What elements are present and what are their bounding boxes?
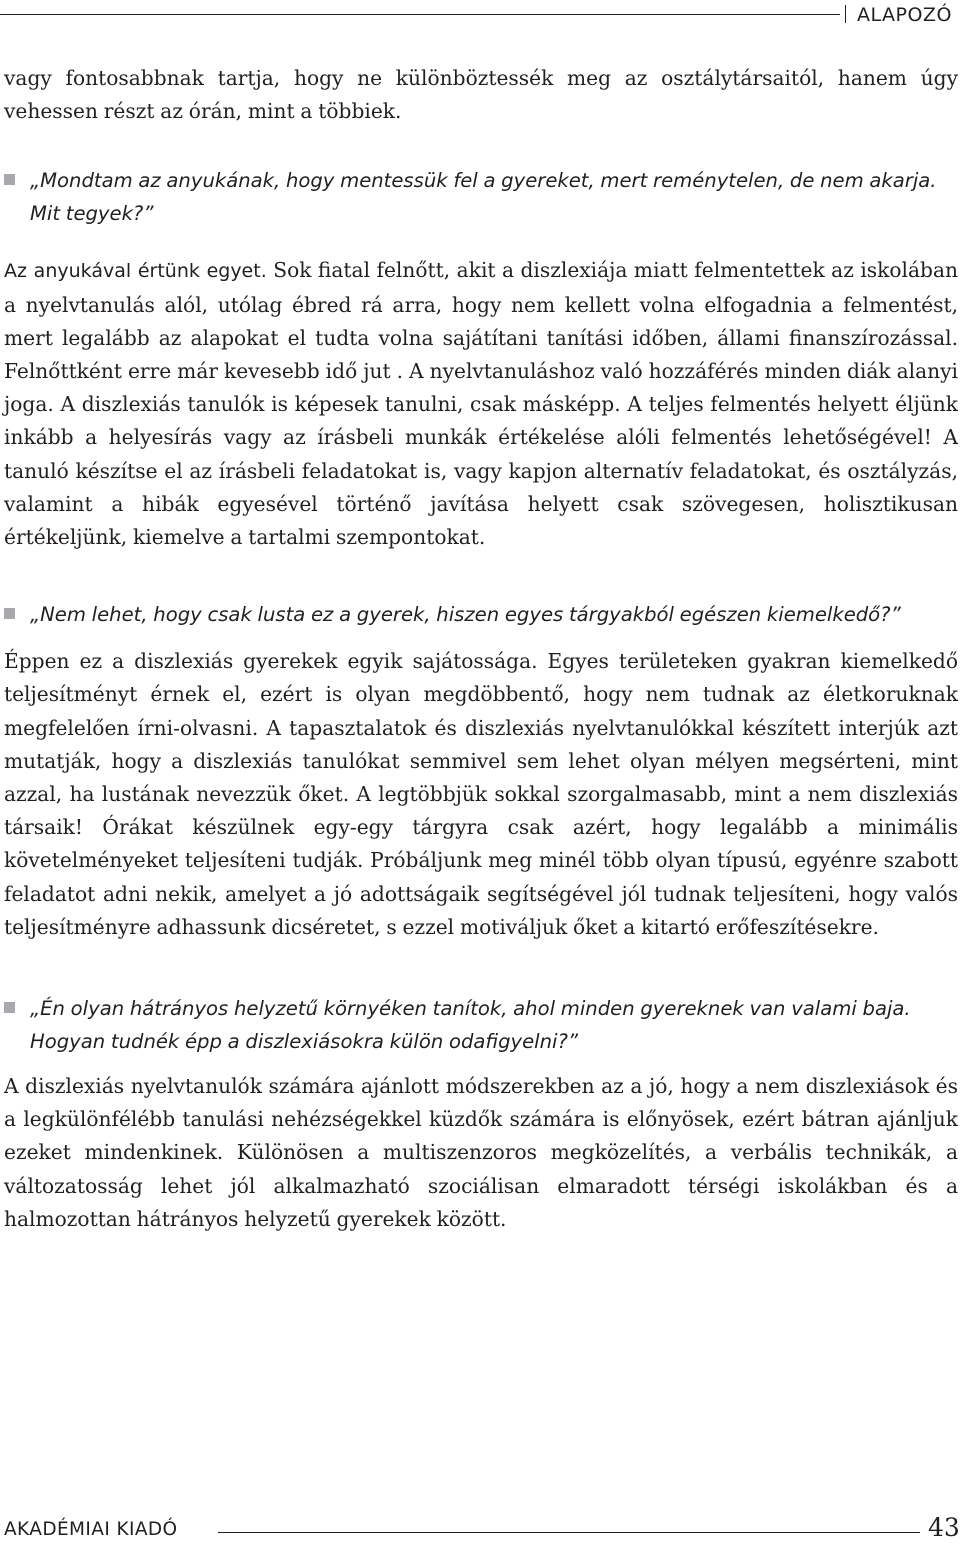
square-bullet-icon — [4, 608, 15, 619]
question-1-text: „Mondtam az anyukának, hogy mentessük fel a gyereket, mert reménytelen, de nem akarja. Mit tegyek?” — [30, 169, 937, 226]
running-header: ALAPOZÓ — [857, 4, 952, 26]
footer-rule — [218, 1532, 920, 1533]
question-3-text: „Én olyan hátrányos helyzetű környéken tanítok, ahol minden gyereknek van valami baja. Hogyan tudnék épp a diszlexiásokra külön odafigyelni?” — [30, 997, 911, 1054]
paragraph-4: A diszlexiás nyelvtanulók számára ajánlott módszerekben az a jó, hogy a nem diszlexiások és a legkülönfélébb tanulási nehézségekkel küzdők számára is előnyösek, ezért bátran ajánljuk ezeket mindenkinek. Különösen a multiszenzoros megközelítés, a verbális technikák, a változatosság lehet jól alkalmazható szociálisan elmaradott térségi iskolákban és a halmozottan hátrányos helyzetű gyerekek között. — [4, 1074, 958, 1231]
question-1 — [4, 164, 958, 230]
paragraph-2-text: Sok fiatal felnőtt, akit a diszlexiája miatt felmentettek az iskolában a nyelvtanulás alól, utólag ébred rá arra, hogy nem kellett volna elfogadnia a felmentést, mert legalább az alapokat el tudta volna sajátítani tanítási időben, állami finanszírozással. Felnőttként erre már kevesebb idő jut . A nyelvtanuláshoz való hozzáférés minden diák alanyi joga. A diszlexiás tanulók is képesek tanulni, csak másképp. A teljes felmentés helyett éljünk inkább a helyesírás vagy az írásbeli munkák értékelése alóli felmentés lehetőségével! A tanuló készítse el az írásbeli feladatokat is, vagy kapjon alternatív feladatokat, és osztályzás, valamint a hibák egyesével történő javítása helyett csak szövegesen, holisztikusan értékeljünk, kiemelve a tartalmi szempontokat. — [4, 258, 958, 550]
paragraph-1: vagy fontosabbnak tartja, hogy ne különböztessék meg az osztálytársaitól, hanem úgy vehessen részt az órán, mint a többiek. — [4, 66, 958, 124]
page-body — [4, 62, 958, 1236]
square-bullet-icon — [4, 1002, 15, 1013]
header-rule — [0, 14, 840, 15]
question-3 — [4, 992, 958, 1058]
answer-lead: Az anyukával értünk egyet. — [4, 260, 267, 283]
page-number: 43 — [928, 1513, 960, 1542]
publisher-name: AKADÉMIAI KIADÓ — [4, 1519, 178, 1540]
header-divider — [845, 5, 846, 23]
question-2-text: „Nem lehet, hogy csak lusta ez a gyerek, hiszen egyes tárgyakból egészen kiemelkedő?” — [30, 603, 901, 627]
square-bullet-icon — [4, 174, 15, 185]
question-2 — [4, 598, 958, 631]
paragraph-3: Éppen ez a diszlexiás gyerekek egyik sajátossága. Egyes területeken gyakran kiemelkedő teljesítményt érnek el, ezért is olyan megdöbbentő, hogy nem tudnak az életkoruknak megfelelően írni-olvasni. A tapasztalatok és diszlexiás nyelvtanulókkal készített interjúk azt mutatják, hogy a diszlexiás tanulókat semmivel sem lehet olyan mélyen megsérteni, mint azzal, ha lustának nevezzük őket. A legtöbbjük sokkal szorgalmasabb, mint a nem diszlexiás társaik! Órákat készülnek egy-egy tárgyra csak azért, hogy legalább a minimális követelményeket teljesíteni tudják. Próbáljunk meg minél több olyan típusú, egyénre szabott feladatot adni nekik, amelyet a jó adottságaik segítségével jól tudnak teljesíteni, hogy valós teljesítményre adhassunk dicséretet, s ezzel motiváljuk őket a kitartó erőfeszítésekre. — [4, 649, 958, 939]
paragraph-2 — [4, 254, 958, 554]
